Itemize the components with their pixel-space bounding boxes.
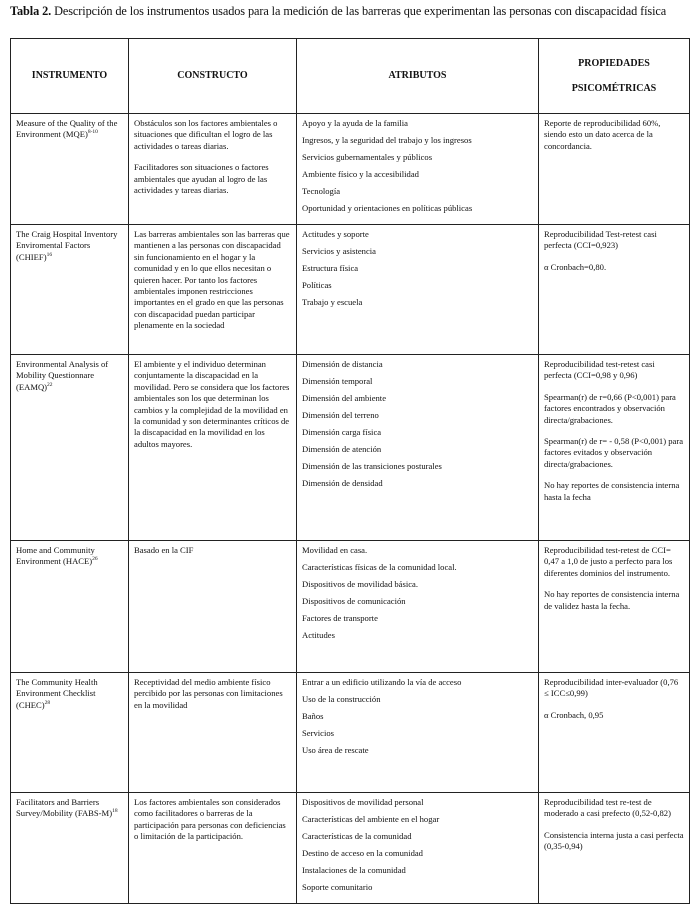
construct-paragraph: Basado en la CIF	[134, 545, 194, 555]
table-row	[11, 793, 690, 904]
attribute-item: Soporte comunitario	[302, 882, 373, 892]
caption-text: Descripción de los instrumentos usados para la medición de las barreras que experimentan las personas con discapacidad física	[51, 4, 667, 18]
instrument-cell	[11, 225, 129, 355]
attribute-item: Servicios y asistencia	[302, 246, 376, 256]
caption-label: Tabla 2.	[10, 4, 52, 18]
attribute-item: Estructura física	[302, 263, 359, 273]
attributes-cell	[297, 114, 539, 225]
attribute-item: Dispositivos de movilidad básica.	[302, 579, 419, 589]
construct-cell	[129, 673, 297, 793]
instrument-cell	[11, 541, 129, 673]
instrument-cell	[11, 355, 129, 541]
property-paragraph: Reproducibilidad Test-retest casi perfecta (CCI=0,923)	[544, 229, 657, 251]
attribute-item: Oportunidad y orientaciones en políticas públicas	[302, 203, 473, 213]
property-paragraph: α Cronbach=0,80.	[544, 261, 607, 272]
attribute-item: Dimensión de distancia	[302, 359, 383, 369]
table-caption	[10, 4, 666, 19]
attributes-cell	[297, 225, 539, 355]
instrument-name: Home and Community Environment (HACE)	[16, 545, 95, 567]
table-row	[11, 541, 690, 673]
instrument-cell	[11, 673, 129, 793]
table-row	[11, 225, 690, 355]
header-propiedades-line2: PSICOMÉTRICAS	[571, 83, 657, 94]
attribute-item: Dimensión del ambiente	[302, 393, 387, 403]
construct-cell	[129, 793, 297, 904]
reference-number: 16	[46, 251, 53, 258]
attribute-item: Ingresos, y la seguridad del trabajo y los ingresos	[302, 135, 472, 145]
properties-cell	[539, 114, 690, 225]
reference-number: 18	[112, 808, 118, 815]
construct-paragraph: El ambiente y el individuo determinan conjuntamente la discapacidad en la movilidad. Pero se considera que los factores ambientales son los que determinan los cambios y la complejidad de la movilidad en la comunidad y son determinantes críticos de la discapacidad en la movilidad en los adultos mayores.	[134, 359, 290, 449]
attribute-item: Características del ambiente en el hogar	[302, 814, 440, 824]
attribute-item: Uso área de rescate	[302, 745, 369, 755]
properties-cell	[539, 793, 690, 904]
attributes-cell	[297, 673, 539, 793]
attribute-item: Trabajo y escuela	[302, 297, 363, 307]
property-paragraph: Reproducibilidad test-retest de CCI= 0,47 a 1,0 de justo a perfecto para los diferentes dominios del instrumento.	[544, 545, 673, 578]
property-paragraph: Reproducibilidad test-retest casi perfecta (CCI=0,98 y 0,96)	[544, 359, 655, 381]
construct-cell	[129, 225, 297, 355]
attribute-item: Dimensión de densidad	[302, 478, 383, 488]
attribute-item: Instalaciones de la comunidad	[302, 865, 406, 875]
instrument-name: The Craig Hospital Inventory Enviromental Factors (CHIEF)	[16, 229, 118, 262]
attribute-item: Actitudes y soporte	[302, 229, 369, 239]
attribute-item: Características de la comunidad	[302, 831, 412, 841]
attribute-item: Entrar a un edificio utilizando la vía de acceso	[302, 677, 462, 687]
property-paragraph: No hay reportes de consistencia interna de validez hasta la fecha.	[544, 589, 680, 611]
reference-number: 26	[92, 556, 98, 563]
reference-number: 28	[44, 699, 51, 706]
attribute-item: Dimensión de atención	[302, 444, 382, 454]
attributes-cell	[297, 355, 539, 541]
attribute-item: Dispositivos de comunicación	[302, 596, 406, 606]
attribute-item: Ambiente físico y la accesibilidad	[302, 169, 419, 179]
attribute-item: Factores de transporte	[302, 613, 378, 623]
header-instrumento: INSTRUMENTO	[11, 39, 129, 114]
instrument-cell	[11, 793, 129, 904]
header-row	[11, 39, 690, 114]
attribute-item: Destino de acceso en la comunidad	[302, 848, 423, 858]
attribute-item: Dimensión carga física	[302, 427, 382, 437]
attribute-item: Dimensión del terreno	[302, 410, 379, 420]
attribute-item: Servicios gubernamentales y públicos	[302, 152, 433, 162]
attributes-cell	[297, 541, 539, 673]
header-propiedades-line1: PROPIEDADES	[578, 57, 650, 69]
instrument-cell	[11, 114, 129, 225]
properties-cell	[539, 541, 690, 673]
table-row	[11, 355, 690, 541]
property-paragraph: Reporte de reproducibilidad 60%, siendo esto un dato acerca de la concordancia.	[544, 118, 661, 151]
property-paragraph: Spearman(r) de r=0,66 (P<0,001) para factores encontrados y observación directa/grabaciones.	[544, 391, 676, 425]
property-paragraph: Consistencia interna justa a casi perfecta (0,35-0,94)	[544, 829, 684, 852]
attribute-item: Movilidad en casa.	[302, 545, 368, 555]
property-paragraph: Reproducibilidad test re-test de moderado a casi prefecto (0,52-0,82)	[544, 797, 671, 819]
instrument-name: Environmental Analysis of Mobility Questionnare (EAMQ)	[16, 359, 109, 392]
properties-cell	[539, 225, 690, 355]
attributes-cell	[297, 793, 539, 904]
attribute-item: Políticas	[302, 280, 332, 290]
header-atributos: ATRIBUTOS	[297, 39, 539, 114]
reference-number: 22	[47, 381, 53, 388]
table-row	[11, 673, 690, 793]
attribute-item: Uso de la construcción	[302, 694, 381, 704]
instrument-name: Facilitators and Barriers Survey/Mobility (FABS-M)	[16, 797, 113, 819]
construct-cell	[129, 114, 297, 225]
construct-paragraph: Los factores ambientales son considerados como facilitadores o barreras de la participación para personas con deficiencias o limitación de la participación.	[134, 797, 286, 842]
attribute-item: Tecnología	[302, 186, 341, 196]
construct-paragraph: Receptividad del medio ambiente físico percibido por las personas con limitaciones en la movilidad	[134, 677, 283, 710]
instrument-name: Measure of the Quality of the Environment (MQE)	[16, 118, 118, 140]
attribute-item: Baños	[302, 711, 324, 721]
instruments-table	[10, 38, 690, 904]
construct-cell	[129, 541, 297, 673]
instrument-name: The Community Health Environment Checklist (CHEC)	[16, 677, 98, 710]
construct-paragraph: Facilitadores son situaciones o factores ambientales que ayudan al logro de las actividades y tareas diarias.	[134, 162, 269, 196]
construct-cell	[129, 355, 297, 541]
property-paragraph: Spearman(r) de r= - 0,58 (P<0,001) para factores evitados y observación directa/grabaciones.	[544, 436, 684, 469]
attribute-item: Dispositivos de movilidad personal	[302, 797, 424, 807]
attribute-item: Características físicas de la comunidad local.	[302, 562, 457, 572]
header-propiedades	[539, 39, 690, 114]
attribute-item: Actitudes	[302, 630, 335, 640]
table-row	[11, 114, 690, 225]
property-paragraph: α Cronbach, 0,95	[544, 709, 604, 720]
property-paragraph: Reproducibilidad inter-evaluador (0,76 ≤ ICC≤0,99)	[544, 677, 679, 699]
properties-cell	[539, 673, 690, 793]
construct-paragraph: Obstáculos son los factores ambientales o situaciones que dificultan el logro de las actividades o tareas diarias.	[134, 118, 278, 151]
attribute-item: Servicios	[302, 728, 334, 738]
reference-number: 8-10	[87, 129, 98, 136]
properties-cell	[539, 355, 690, 541]
attribute-item: Dimensión temporal	[302, 376, 373, 386]
attribute-item: Dimensión de las transiciones posturales	[302, 461, 442, 471]
construct-paragraph: Las barreras ambientales son las barreras que mantienen a las personas con discapacidad sin funcionamiento en el hogar y la comunidad y en lo que ellos necesitan o quieren hacer. Por tanto los factores ambientales imponen restricciones importantes en el grado en que las personas con discapacidad puedan participar plenamente en la sociedad	[134, 229, 290, 331]
property-paragraph: No hay reportes de consistencia interna hasta la fecha	[544, 480, 680, 502]
header-constructo: CONSTRUCTO	[129, 39, 297, 114]
attribute-item: Apoyo y la ayuda de la familia	[302, 118, 408, 128]
